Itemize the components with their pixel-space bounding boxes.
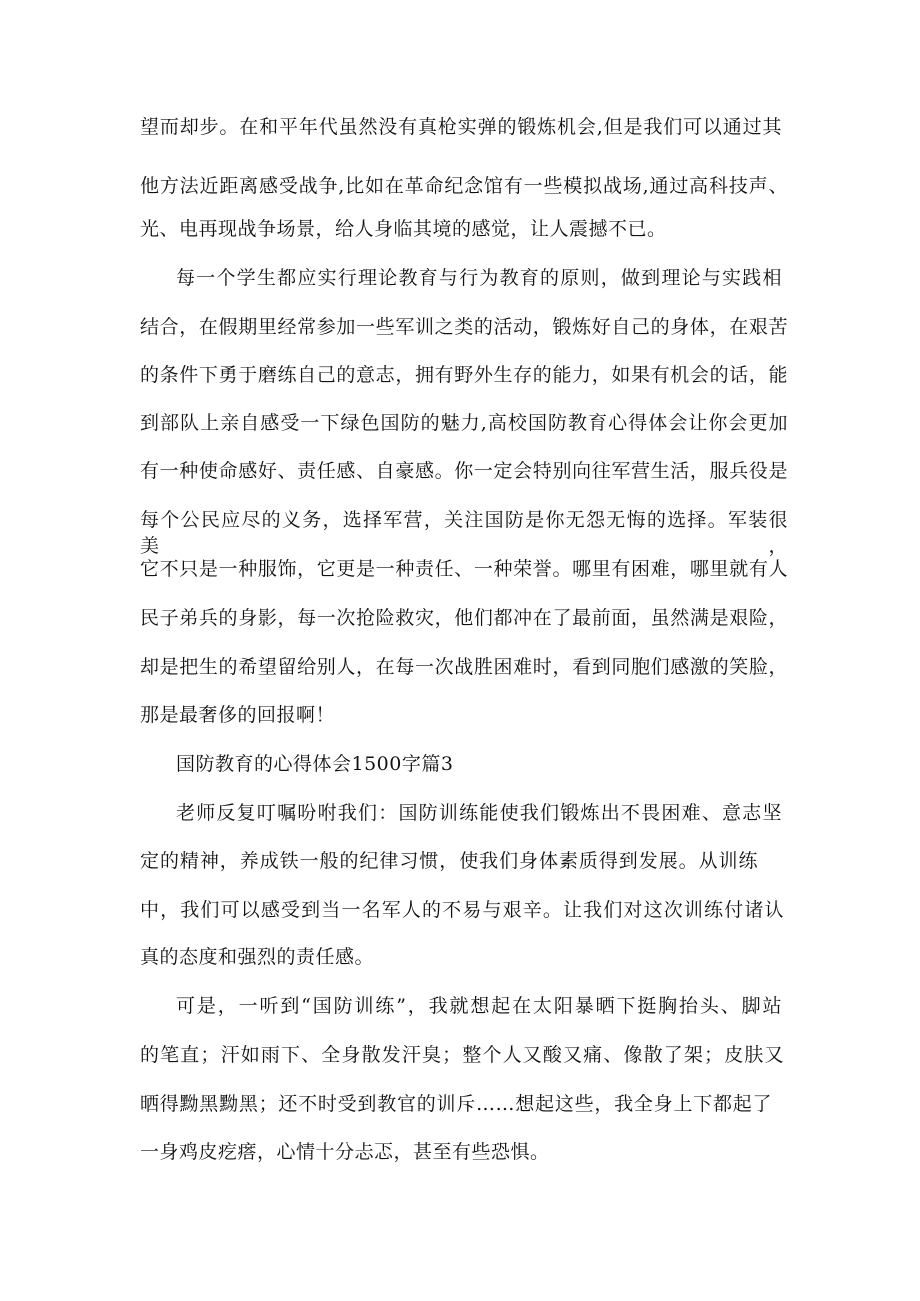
text-line: 他方法近距离感受战争,比如在革命纪念馆有一些模拟战场,通过高科技声、 [140,175,788,197]
text-line: 的条件下勇于磨练自己的意志，拥有野外生存的能力，如果有机会的话，能 [140,364,788,386]
text-line: 老师反复叮嘱吩咐我们：国防训练能使我们锻炼出不畏困难、意志坚 [176,802,782,824]
text-line: 真的态度和强烈的责任感。 [140,946,375,968]
text-line: 那是最奢侈的回报啊！ [140,704,336,726]
text-line: 它不只是一种服饰，它更是一种责任、一种荣誉。哪里有困难，哪里就有人 [140,558,788,580]
text-line: 望而却步。在和平年代虽然没有真枪实弹的锻炼机会,但是我们可以通过其 [140,116,782,138]
text-line: 却是把生的希望留给别人，在每一次战胜困难时，看到同胞们感激的笑脸， [140,656,788,678]
text-line: 每一个学生都应实行理论教育与行为教育的原则，做到理论与实践相 [176,267,782,289]
text-line: 到部队上亲自感受一下绿色国防的魅力,高校国防教育心得体会让你会更加 [140,412,788,434]
text-line: 中，我们可以感受到当一名军人的不易与艰辛。让我们对这次训练付诸认 [140,899,784,921]
text-line: 晒得黝黑黝黑；还不时受到教官的训斥……想起这些，我全身上下都起了 [140,1093,772,1115]
text-line: 定的精神，养成铁一般的纪律习惯，使我们身体素质得到发展。从训练 [140,850,758,872]
text-line: 可是，一听到“国防训练”，我就想起在太阳暴晒下挺胸抬头、脚站 [176,995,782,1017]
text-line: 的笔直；汗如雨下、全身散发汗臭；整个人又酸又痛、像散了架；皮肤又 [140,1044,784,1066]
text-line: 光、电再现战争场景，给人身临其境的感觉，让人震撼不已。 [140,218,667,240]
text-line: 结合，在假期里经常参加一些军训之类的活动，锻炼好自己的身体，在艰苦 [140,316,788,338]
text-line: 有一种使命感好、责任感、自豪感。你一定会特别向往军营生活，服兵役是 [140,460,788,482]
section-heading: 国防教育的心得体会1500字篇3 [176,753,454,775]
text-line: 民子弟兵的身影，每一次抢险救灾，他们都冲在了最前面，虽然满是艰险， [140,607,788,629]
text-line: 每个公民应尽的义务，选择军营，关注国防是你无怨无悔的选择。军装很美， [140,509,788,557]
text-line: 一身鸡皮疙瘩，心情十分忐忑，甚至有些恐惧。 [140,1141,550,1163]
